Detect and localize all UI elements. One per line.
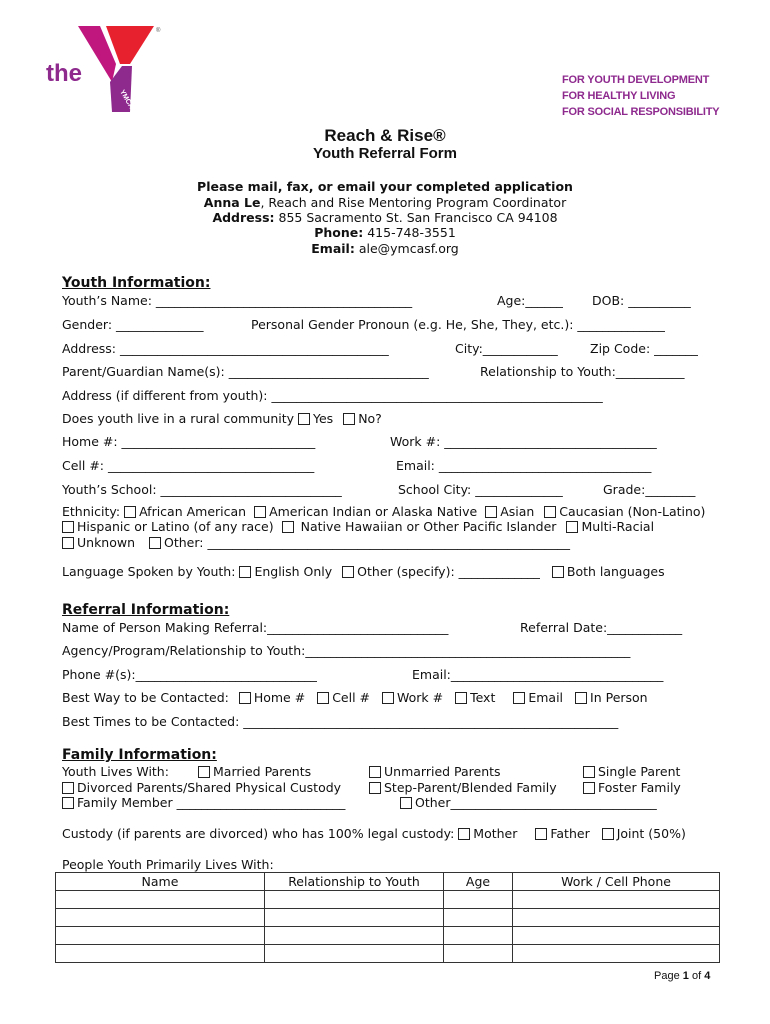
agency-field[interactable]: Agency/Program/Relationship to Youth:____________________________________________________ — [62, 643, 631, 658]
pronoun-field[interactable]: Personal Gender Pronoun (e.g. He, She, They, etc.): ______________ — [251, 317, 665, 332]
cell[interactable] — [444, 891, 513, 909]
rural-yes-checkbox[interactable] — [298, 413, 310, 425]
best-way-label: Best Way to be Contacted: — [62, 690, 229, 705]
fam-divorced — [62, 780, 341, 795]
contact-work-label: Work # — [396, 690, 444, 705]
col-name: Name — [56, 873, 265, 891]
eth-african-label: African American — [139, 504, 247, 519]
referrer-email-field[interactable]: Email:__________________________________ — [412, 667, 664, 682]
coordinator-line — [0, 195, 770, 210]
youth-email-field[interactable]: Email: __________________________________ — [396, 458, 652, 473]
email-line — [0, 241, 770, 256]
table-row — [56, 891, 720, 909]
eth-hispanic-label: Hispanic or Latino (of any race) — [77, 519, 274, 534]
rural-label: Does youth live in a rural community — [62, 411, 295, 426]
contact-text-label: Text — [470, 690, 496, 705]
youth-heading: Youth Information: — [62, 275, 211, 291]
lang-both-checkbox[interactable] — [552, 566, 564, 578]
page-of: of — [691, 970, 702, 982]
fam-married — [198, 764, 311, 779]
household-table — [55, 872, 720, 963]
fam-married-label: Married Parents — [213, 764, 312, 779]
primary-label: People Youth Primarily Lives With: — [62, 857, 274, 872]
lang-other-field[interactable]: Other (specify): _____________ — [357, 564, 540, 579]
address-field[interactable]: Address: ___________________________________________ — [62, 341, 389, 356]
svg-text:®: ® — [156, 28, 161, 34]
phone-line — [0, 225, 770, 240]
ethnicity-row-1 — [62, 504, 705, 519]
eth-caucasian-checkbox[interactable] — [544, 506, 556, 518]
fam-single-label: Single Parent — [598, 764, 681, 779]
contact-person-label: In Person — [590, 690, 648, 705]
eth-unknown-label: Unknown — [77, 535, 136, 550]
school-field[interactable]: Youth’s School: _____________________________ — [62, 482, 342, 497]
cell[interactable] — [444, 909, 513, 927]
age-field[interactable]: Age:______ — [497, 293, 563, 308]
home-phone-field[interactable]: Home #: _______________________________ — [62, 434, 316, 449]
fam-single-checkbox[interactable] — [583, 766, 595, 778]
lang-other-checkbox[interactable] — [342, 566, 354, 578]
tagline-2: FOR HEALTHY LIVING — [562, 90, 676, 102]
table-row — [56, 927, 720, 945]
fam-married-checkbox[interactable] — [198, 766, 210, 778]
coordinator-name: Anna Le — [203, 195, 261, 210]
eth-other-field[interactable]: Other: __________________________________________________________ — [164, 535, 570, 550]
rural-question — [62, 411, 382, 426]
email-value: ale@ymcasf.org — [354, 241, 459, 256]
address-label: Address: — [212, 210, 275, 225]
cell[interactable] — [513, 945, 720, 963]
table-header-row — [56, 873, 720, 891]
lang-english-checkbox[interactable] — [239, 566, 251, 578]
contact-email-label: Email — [528, 690, 564, 705]
tagline-3: FOR SOCIAL RESPONSIBILITY — [562, 106, 720, 118]
col-phone: Work / Cell Phone — [513, 873, 720, 891]
work-phone-field[interactable]: Work #: __________________________________ — [390, 434, 657, 449]
fam-member-checkbox[interactable] — [62, 797, 74, 809]
referral-heading: Referral Information: — [62, 602, 230, 618]
cell[interactable] — [265, 927, 444, 945]
contact-email-checkbox[interactable] — [513, 692, 525, 704]
fam-member — [62, 795, 345, 810]
form-title: Reach & Rise® — [324, 126, 446, 145]
custody-label: Custody (if parents are divorced) who has 100% legal custody: — [62, 826, 455, 841]
eth-native-checkbox[interactable] — [254, 506, 266, 518]
cell[interactable] — [513, 927, 720, 945]
alt-address-field[interactable]: Address (if different from youth): _____________________________________________________ — [62, 388, 603, 403]
language-label: Language Spoken by Youth: — [62, 564, 236, 579]
city-field[interactable]: City:____________ — [455, 341, 558, 356]
fam-step — [369, 780, 557, 795]
page-total: 4 — [704, 970, 711, 982]
best-way-row — [62, 690, 648, 705]
phone-label: Phone: — [314, 225, 364, 240]
fam-step-label: Step-Parent/Blended Family — [384, 780, 557, 795]
instructions: Please mail, fax, or email your completed application — [197, 179, 573, 194]
fam-divorced-checkbox[interactable] — [62, 782, 74, 794]
custody-joint-checkbox[interactable] — [602, 828, 614, 840]
youth-name-field[interactable]: Youth’s Name: _________________________________________ — [62, 293, 413, 308]
cell[interactable] — [444, 927, 513, 945]
grade-field[interactable]: Grade:________ — [603, 482, 696, 497]
contact-cell-label: Cell # — [332, 690, 370, 705]
custody-mother-checkbox[interactable] — [458, 828, 470, 840]
logo-sub: YMCA — [118, 88, 135, 111]
lives-with-label: Youth Lives With: — [62, 764, 169, 779]
cell[interactable] — [56, 927, 265, 945]
fam-foster — [583, 780, 681, 795]
eth-native-label: American Indian or Alaska Native — [269, 504, 478, 519]
fam-member-field[interactable]: Family Member ___________________________ — [77, 795, 346, 810]
address-line — [0, 210, 770, 225]
fam-foster-label: Foster Family — [598, 780, 681, 795]
table-row — [56, 945, 720, 963]
contact-person-checkbox[interactable] — [575, 692, 587, 704]
cell[interactable] — [56, 909, 265, 927]
rural-no-checkbox[interactable] — [343, 413, 355, 425]
zip-field[interactable]: Zip Code: _______ — [590, 341, 698, 356]
custody-row — [62, 826, 686, 841]
ymca-logo — [44, 22, 164, 118]
dob-field[interactable]: DOB: __________ — [592, 293, 691, 308]
fam-unmarried — [369, 764, 501, 779]
eth-asian-checkbox[interactable] — [485, 506, 497, 518]
ethnicity-label: Ethnicity: — [62, 504, 121, 519]
email-label: Email: — [311, 241, 355, 256]
eth-african-checkbox[interactable] — [124, 506, 136, 518]
guardian-field[interactable]: Parent/Guardian Name(s): ________________________________ — [62, 364, 429, 379]
gender-field[interactable]: Gender: ______________ — [62, 317, 204, 332]
cell[interactable] — [444, 945, 513, 963]
table-row — [56, 909, 720, 927]
phone-value: 415-748-3551 — [363, 225, 456, 240]
cell[interactable] — [513, 891, 720, 909]
eth-multi-checkbox[interactable] — [566, 521, 578, 533]
fam-divorced-label: Divorced Parents/Shared Physical Custody — [77, 780, 342, 795]
cell[interactable] — [265, 909, 444, 927]
page-word: Page — [654, 970, 680, 982]
referrer-phone-field[interactable]: Phone #(s):_____________________________ — [62, 667, 317, 682]
fam-step-checkbox[interactable] — [369, 782, 381, 794]
contact-cell-checkbox[interactable] — [317, 692, 329, 704]
custody-mother-label: Mother — [473, 826, 518, 841]
tagline-1: FOR YOUTH DEVELOPMENT — [562, 74, 710, 86]
referral-date-field[interactable]: Referral Date:____________ — [520, 620, 683, 635]
referrer-name-field[interactable]: Name of Person Making Referral:_____________________________ — [62, 620, 449, 635]
lang-both-label: Both languages — [566, 564, 665, 579]
logo-word: the — [46, 60, 82, 87]
custody-joint-label: Joint (50%) — [616, 826, 686, 841]
cell[interactable] — [265, 945, 444, 963]
coordinator-role: , Reach and Rise Mentoring Program Coordinator — [260, 195, 567, 210]
col-age: Age — [444, 873, 513, 891]
fam-other-field[interactable]: Other_________________________________ — [415, 795, 657, 810]
eth-multi-label: Multi-Racial — [581, 519, 655, 534]
eth-other-checkbox[interactable] — [149, 537, 161, 549]
custody-father-label: Father — [550, 826, 590, 841]
ethnicity-row-3 — [62, 535, 570, 550]
language-row — [62, 564, 665, 579]
fam-other — [400, 795, 657, 810]
eth-hispanic-checkbox[interactable] — [62, 521, 74, 533]
fam-unmarried-label: Unmarried Parents — [384, 764, 501, 779]
contact-text-checkbox[interactable] — [455, 692, 467, 704]
fam-other-checkbox[interactable] — [400, 797, 412, 809]
contact-home-label: Home # — [253, 690, 306, 705]
cell[interactable] — [513, 909, 720, 927]
contact-home-checkbox[interactable] — [239, 692, 251, 704]
col-relationship: Relationship to Youth — [265, 873, 444, 891]
fam-unmarried-checkbox[interactable] — [369, 766, 381, 778]
eth-pacific-checkbox[interactable] — [282, 521, 294, 533]
cell[interactable] — [265, 891, 444, 909]
relationship-field[interactable]: Relationship to Youth:___________ — [480, 364, 685, 379]
cell[interactable] — [56, 945, 265, 963]
ethnicity-row-2 — [62, 519, 654, 534]
rural-no-label: No? — [358, 411, 382, 426]
page-current: 1 — [682, 970, 689, 982]
rural-yes-label: Yes — [313, 411, 334, 426]
lang-english-label: English Only — [254, 564, 333, 579]
cell[interactable] — [56, 891, 265, 909]
page-number — [654, 970, 710, 982]
cell-phone-field[interactable]: Cell #: _________________________________ — [62, 458, 315, 473]
contact-work-checkbox[interactable] — [382, 692, 394, 704]
eth-pacific-label: Native Hawaiian or Other Pacific Islander — [300, 519, 557, 534]
eth-asian-label: Asian — [500, 504, 535, 519]
fam-single — [583, 764, 680, 779]
best-times-field[interactable]: Best Times to be Contacted: ____________________________________________________________ — [62, 714, 619, 729]
fam-foster-checkbox[interactable] — [583, 782, 595, 794]
custody-father-checkbox[interactable] — [535, 828, 547, 840]
eth-unknown-checkbox[interactable] — [62, 537, 74, 549]
family-heading: Family Information: — [62, 747, 217, 763]
address-value: 855 Sacramento St. San Francisco CA 94108 — [274, 210, 558, 225]
school-city-field[interactable]: School City: ______________ — [398, 482, 563, 497]
form-subtitle: Youth Referral Form — [313, 145, 457, 162]
eth-caucasian-label: Caucasian (Non-Latino) — [559, 504, 706, 519]
